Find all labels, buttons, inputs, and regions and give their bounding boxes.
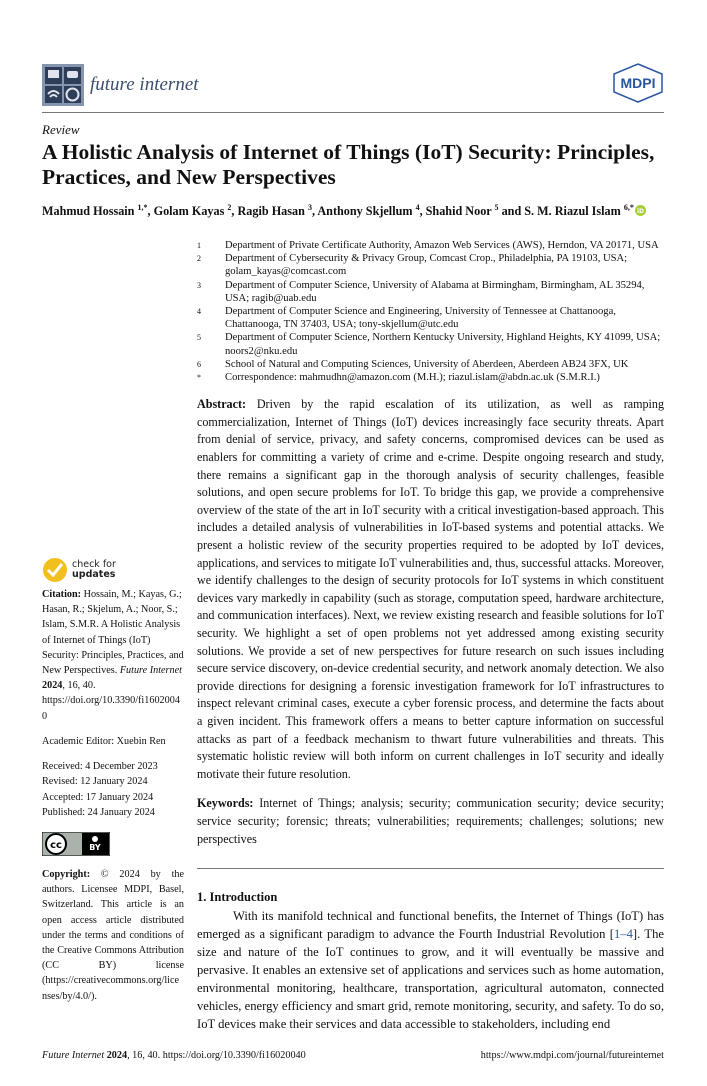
keywords-label: Keywords: [197,796,254,811]
citation-label: Citation: [42,589,82,601]
article-title: A Holistic Analysis of Internet of Things (IoT) Security: Principles, Practices, and New Perspectives [42,140,655,189]
cc-by-license-badge[interactable] [42,832,184,861]
affiliation-item [197,252,664,278]
copyright-text: © 2024 by the authors. Licensee MDPI, Basel, Switzerland. This article is an open access article distributed under the terms and conditions of the Creative Commons Attribution (CC BY) license (https://creativecommons.org/licenses/by/4.0/). [42,868,185,1002]
body-columns [42,239,664,1033]
abstract-label: Abstract: [197,397,247,412]
author-affiliation-sup: 6,* [623,203,634,212]
header-rule [42,112,664,113]
author-affiliation-sup: 5 [494,203,499,212]
affiliation-text: Department of Computer Science, University of Alabama at Birmingham, Birmingham, AL 35294, USA; ragib@uab.edu [225,279,645,304]
affiliation-item [197,305,664,331]
citation-text: Hossain, M.; Kayas, G.; Hasan, R.; Skjelum, A.; Noor, S.; Islam, S.M.R. A Holistic Analysis of Internet of Things (IoT) Security: Principles, Practices, and New Perspectives. [42,589,184,677]
affiliation-number: 6 [197,359,201,369]
affiliation-number: 2 [197,254,201,264]
affiliations [197,239,664,384]
author-name[interactable]: S. M. Riazul Islam [524,204,621,219]
footer-year: 2024 [106,1050,128,1062]
check-for-updates-button[interactable] [42,557,184,583]
svg-text:BY: BY [89,842,101,852]
citation-ref-link[interactable]: 1–4 [614,927,633,942]
intro-text: With its manifold technical and functional benefits, the Internet of Things (IoT) has emerged as a significant paradigm to advance the Fourth Industrial Revolution [ [197,909,664,942]
author-affiliation-sup: 2 [227,203,232,212]
journal-logo [42,64,84,106]
abstract-text: Driven by the rapid escalation of its utilization, as well as ramping commercialization, Internet of Things (IoT) devices increasingly face security threats. Apart from denial of service, privacy, and safety concerns, compromised devices can be used as enablers for committing a variety of crime and e-crime. Despite ongoing research and study, there remains a significant gap in the thorough analysis of security challenges, feasible solutions, and open secure problems for IoT. To bridge this gap, we provide a comprehensive overview of the state of the art in IoT security with a critical investigation-based approach. This includes a detailed analysis of vulnerabilities in IoT-based systems and potential attacks. We present a holistic review of the security properties required to be adopted by IoT devices, applications, and services to mitigate IoT vulnerabilities and, thus, successful attacks. Moreover, we identify challenges to the design of security protocols for IoT systems in which constituent devices vary markedly in capability (such as storage, computation speed, hardware architecture, and communication interfaces). Next, we review existing research and feasible solutions for IoT security. We highlight a set of open problems not yet addressed among existing security solutions. We provide a set of new perspectives for future research on such issues including secure service discovery, on-device credential security, and network anomaly detection. We also provide directions for designing a forensic investigation framework for IoT infrastructures to inspect relevant criminal cases, execute a cyber forensic process, and determine the facts about a given incident. This framework offers a means to better capture information on successful attacks as part of a feedback mechanism to thwart future vulnerabilities and threats. This systematic holistic review will both inform on current challenges in IoT security and ideally motivate their future resolution. [197,397,664,781]
affiliation-text: School of Natural and Computing Sciences, University of Aberdeen, Aberdeen AB24 3FX, UK [225,358,629,370]
citation-year: 2024 [42,680,63,692]
affiliation-item [197,331,664,357]
affiliation-item [197,239,664,252]
footer-journal: Future Internet [42,1050,105,1062]
affiliation-number: * [197,373,201,383]
affiliation-item [197,358,664,371]
affiliation-number: 1 [197,241,201,251]
main-column [197,239,664,1033]
keywords-text: Internet of Things; analysis; security; communication security; device security; service security; forensic; threats; vulnerabilities; requirements; challenges; solutions; new perspectives [197,796,664,846]
affiliation-text: Department of Cybersecurity & Privacy Group, Comcast Crop., Philadelphia, PA 19103, USA; golam_kayas@comcast.com [225,253,628,278]
affiliation-item [197,371,664,384]
sidebar [42,239,184,1033]
keywords [197,795,664,848]
affiliation-text: Department of Computer Science and Engineering, University of Tennessee at Chattanooga, Chattanooga, TN 37403, USA; tony-skjellum@utc.edu [225,306,616,331]
mdpi-logo[interactable] [612,63,664,108]
section-rule [197,868,664,869]
orcid-icon[interactable] [634,204,646,218]
date-revised: Revised: 12 January 2024 [42,776,148,788]
author-separator: , [147,204,154,219]
date-published: Published: 24 January 2024 [42,806,155,818]
abstract [197,396,664,783]
author-name[interactable]: Golam Kayas [153,204,225,219]
check-updates-line1: check for [72,559,116,571]
check-icon [42,557,68,583]
copyright [42,867,184,1004]
affiliation-number: 5 [197,333,201,343]
citation-journal: Future Internet [119,665,182,677]
author-name[interactable]: Ragib Hasan [237,204,305,219]
svg-text:MDPI: MDPI [620,74,656,91]
page-footer [42,1033,664,1086]
author-separator: , [419,204,426,219]
copyright-label: Copyright: [42,868,91,880]
affiliation-number: 4 [197,307,201,317]
date-received: Received: 4 December 2023 [42,761,158,773]
check-updates-line2: updates [72,569,116,581]
journal-header [42,58,664,112]
citation-volume: , 16, 40. [62,680,96,692]
author-affiliation-sup: 4 [415,203,420,212]
author-name[interactable]: Mahmud Hossain [42,204,135,219]
section-heading-introduction: 1. Introduction [197,890,278,905]
footer-doi[interactable]: , 16, 40. https://doi.org/10.3390/fi16020040 [127,1050,306,1062]
affiliation-item [197,279,664,305]
author-affiliation-sup: 1,* [137,203,148,212]
affiliation-text: Department of Private Certificate Authority, Amazon Web Services (AWS), Herndon, VA 20171, USA [225,240,659,252]
citation-doi-link[interactable]: https://doi.org/10.3390/fi16020040 [42,695,180,722]
author-name[interactable]: Shahid Noor [425,204,492,219]
dates [42,759,184,820]
date-accepted: Accepted: 17 January 2024 [42,791,154,803]
intro-text-cont: ]. The size and nature of the IoT continues to grow, and it will eventually be massive and pervasive. It enables an extensive set of applications and services such as home automation, environmental monitoring, healthcare, transportation, agricultural automaton, connected vehicles, energy efficiency and smart grid, remote monitoring, security, and safety. To do so, IoT devices make their services and data accessible to stakeholders, including end [197,927,665,1032]
footer-citation [42,1049,306,1062]
affiliation-number: 3 [197,280,201,290]
author-name[interactable]: Anthony Skjellum [317,204,413,219]
footer-journal-url[interactable]: https://www.mdpi.com/journal/futureinternet [480,1050,664,1062]
journal-name: future internet [90,74,199,95]
affiliation-text: Department of Computer Science, Northern Kentucky University, Highland Heights, KY 41099, USA; noors2@nku.edu [225,332,661,357]
author-list [42,200,664,219]
introduction-paragraph [197,907,664,1033]
author-separator: , [231,204,238,219]
article-type: Review [42,122,80,137]
author-separator: and [498,204,525,219]
author-affiliation-sup: 3 [307,203,312,212]
author-separator: , [311,204,318,219]
affiliation-text: Correspondence: mahmudhn@amazon.com (M.H.); riazul.islam@abdn.ac.uk (S.M.R.I.) [225,372,600,384]
academic-editor: Academic Editor: Xuebin Ren [42,735,166,747]
svg-text:cc: cc [50,839,62,851]
citation [42,587,184,724]
svg-text:iD: iD [636,208,644,216]
